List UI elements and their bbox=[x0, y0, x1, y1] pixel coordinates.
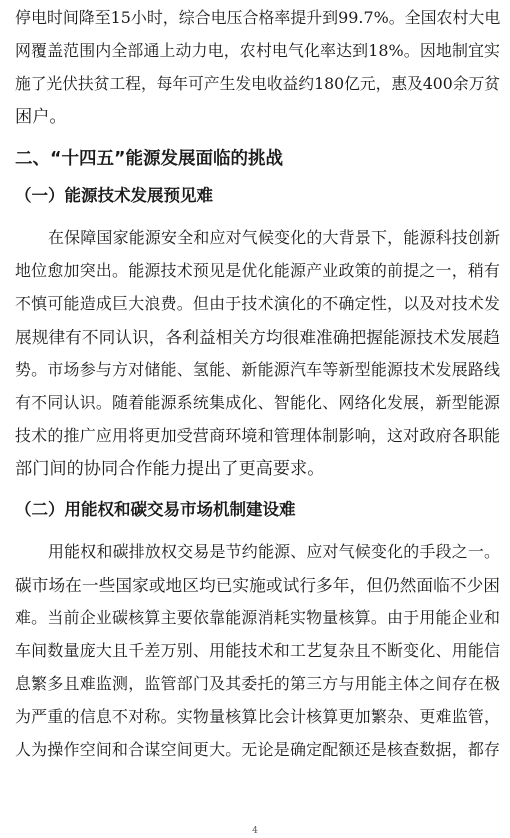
subsection-title-1: （一）能源技术发展预见难 bbox=[15, 186, 213, 205]
body-text-line: 网覆盖范围内全部通上动力电，农村电气化率达到18%。因地制宜实 bbox=[15, 41, 500, 60]
body-text-line: 人为操作空间和合谋空间更大。无论是确定配额还是核查数据，都存 bbox=[15, 740, 500, 759]
body-text-line: 地位愈加突出。能源技术预见是优化能源产业政策的前提之一，稍有 bbox=[15, 261, 500, 280]
body-text-line: 在保障国家能源安全和应对气候变化的大背景下，能源科技创新 bbox=[48, 228, 500, 247]
body-text-line: 展规律有不同认识，各利益相关方均很难准确把握能源技术发展趋 bbox=[15, 327, 500, 347]
body-text-line: 施了光伏扶贫工程，每年可产生发电收益约180亿元，惠及400余万贫 bbox=[15, 74, 500, 93]
body-text-line: 为严重的信息不对称。实物量核算比会计核算更加繁杂、更难监管， bbox=[15, 707, 500, 726]
body-text-line: 技术的推广应用将更加受营商环境和管理体制影响，这对政府各职能 bbox=[15, 426, 500, 445]
body-text-line: 部门间的协同合作能力提出了更高要求。 bbox=[15, 459, 325, 479]
body-text-line: 用能权和碳排放权交易是节约能源、应对气候变化的手段之一。 bbox=[48, 542, 500, 561]
body-text-line: 困户。 bbox=[15, 107, 67, 127]
body-text-line: 不慎可能造成巨大浪费。但由于技术演化的不确定性，以及对技术发 bbox=[15, 294, 500, 313]
subsection-title-2: （二）用能权和碳交易市场机制建设难 bbox=[15, 500, 296, 519]
body-text-line: 车间数量庞大且千差万别、用能技术和工艺复杂且不断变化、用能信 bbox=[15, 641, 500, 660]
body-text-line: 停电时间降至15小时，综合电压合格率提升到99.7%。全国农村大电 bbox=[15, 8, 501, 27]
page-number: 4 bbox=[252, 826, 258, 836]
body-text-line: 势。市场参与方对储能、氢能、新能源汽车等新型能源技术发展路线 bbox=[15, 360, 500, 379]
section-heading: 二、“十四五”能源发展面临的挑战 bbox=[15, 149, 284, 169]
body-text-line: 难。当前企业碳核算主要依靠能源消耗实物量核算。由于用能企业和 bbox=[15, 608, 500, 627]
body-text-line: 碳市场在一些国家或地区均已实施或试行多年，但仍然面临不少困 bbox=[15, 575, 500, 595]
body-text-line: 息繁多且难监测，监管部门及其委托的第三方与用能主体之间存在极 bbox=[15, 674, 500, 693]
body-text-line: 有不同认识。随着能源系统集成化、智能化、网络化发展，新型能源 bbox=[15, 393, 500, 412]
